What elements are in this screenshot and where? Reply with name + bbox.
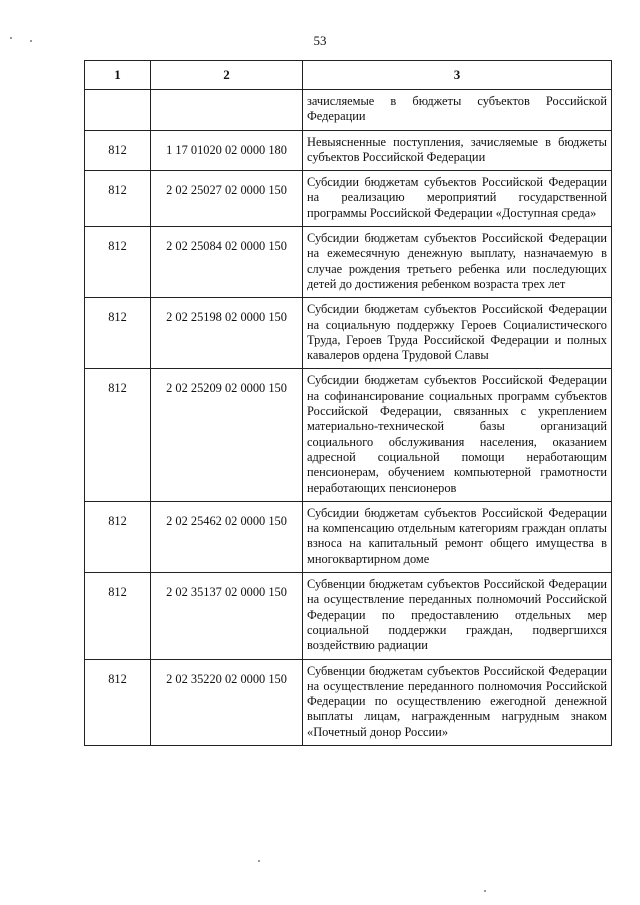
table-row [85,130,612,171]
revenue-name-text: Субсидии бюджетам субъектов Российской Федерации на социальную поддержку Героев Социалистического Труда, Героев Труда Российской Федерации и полных кавалеров ордена Трудовой Славы [307,302,607,363]
budget-code-cell: 2 02 35137 02 0000 150 [151,573,303,659]
budget-code-cell: 2 02 25027 02 0000 150 [151,171,303,227]
revenue-name-text: Субвенции бюджетам субъектов Российской Федерации на осуществление переданных полномочий Российской Федерации по предоставлению отдельных мер социальной поддержки граждан, подвергшихся воздействию радиации [307,577,607,653]
admin-code-cell: 812 [85,573,151,659]
table-row [85,298,612,369]
table-row [85,90,612,131]
revenue-name-cell [303,659,612,745]
admin-code-cell [85,90,151,131]
admin-code-cell: 812 [85,227,151,298]
scan-speck [10,37,12,39]
revenue-name-text: Субсидии бюджетам субъектов Российской Федерации на реализацию мероприятий государственной программы Российской Федерации «Доступная среда» [307,175,607,220]
table-row [85,227,612,298]
budget-code-cell: 2 02 25084 02 0000 150 [151,227,303,298]
budget-code-cell: 1 17 01020 02 0000 180 [151,130,303,171]
revenue-name-cell [303,227,612,298]
revenue-name-cell [303,369,612,501]
scan-speck [484,890,486,892]
budget-code-cell [151,90,303,131]
admin-code-cell: 812 [85,659,151,745]
revenue-name-text: Субвенции бюджетам субъектов Российской Федерации на осуществление переданного полномочия Российской Федерации по осуществлению ежегодной денежной выплаты лицам, награжденным нагрудным знаком «Почетный донор России» [307,663,607,739]
table-row [85,659,612,745]
revenue-name-cell [303,90,612,131]
page-number: 53 [313,33,327,48]
budget-code-cell: 2 02 25198 02 0000 150 [151,298,303,369]
column-header-3: 3 [303,61,612,90]
table-header-row [85,61,612,90]
revenue-name-cell [303,573,612,659]
admin-code-cell: 812 [85,130,151,171]
admin-code-cell: 812 [85,298,151,369]
column-header-2: 2 [151,61,303,90]
table-row [85,171,612,227]
admin-code-cell: 812 [85,171,151,227]
admin-code-cell: 812 [85,501,151,572]
revenue-name-text: Субсидии бюджетам субъектов Российской Федерации на софинансирование социальных программ субъектов Российской Федерации, связанных с укреплением материально-технической базы организаций социального обслуживания населения, оказанием адресной социальной помощи неработающим пенсионерам, обучением компьютерной грамотности неработающих пенсионеров [307,373,607,495]
revenue-name-text: Невыясненные поступления, зачисляемые в бюджеты субъектов Российской Федерации [307,134,607,164]
admin-code-cell: 812 [85,369,151,501]
revenue-name-cell [303,171,612,227]
column-header-1: 1 [85,61,151,90]
revenue-name-cell [303,298,612,369]
scan-speck [258,860,260,862]
revenue-name-text: зачисляемые в бюджеты субъектов Российской Федерации [307,94,607,124]
scan-speck [30,40,32,42]
revenue-name-cell [303,130,612,171]
revenue-name-text: Субсидии бюджетам субъектов Российской Федерации на ежемесячную денежную выплату, назначаемую в случае рождения третьего ребенка или последующих детей до достижения ребенком возраста трех лет [307,231,607,291]
revenue-name-text: Субсидии бюджетам субъектов Российской Федерации на компенсацию отдельным категориям граждан оплаты взноса на капитальный ремонт общего имущества в многоквартирном доме [307,505,607,566]
table-row [85,501,612,572]
revenue-name-cell [303,501,612,572]
budget-code-cell: 2 02 25209 02 0000 150 [151,369,303,501]
budget-code-cell: 2 02 35220 02 0000 150 [151,659,303,745]
budget-code-cell: 2 02 25462 02 0000 150 [151,501,303,572]
table-row [85,573,612,659]
table-row [85,369,612,501]
budget-revenue-table [84,60,612,746]
